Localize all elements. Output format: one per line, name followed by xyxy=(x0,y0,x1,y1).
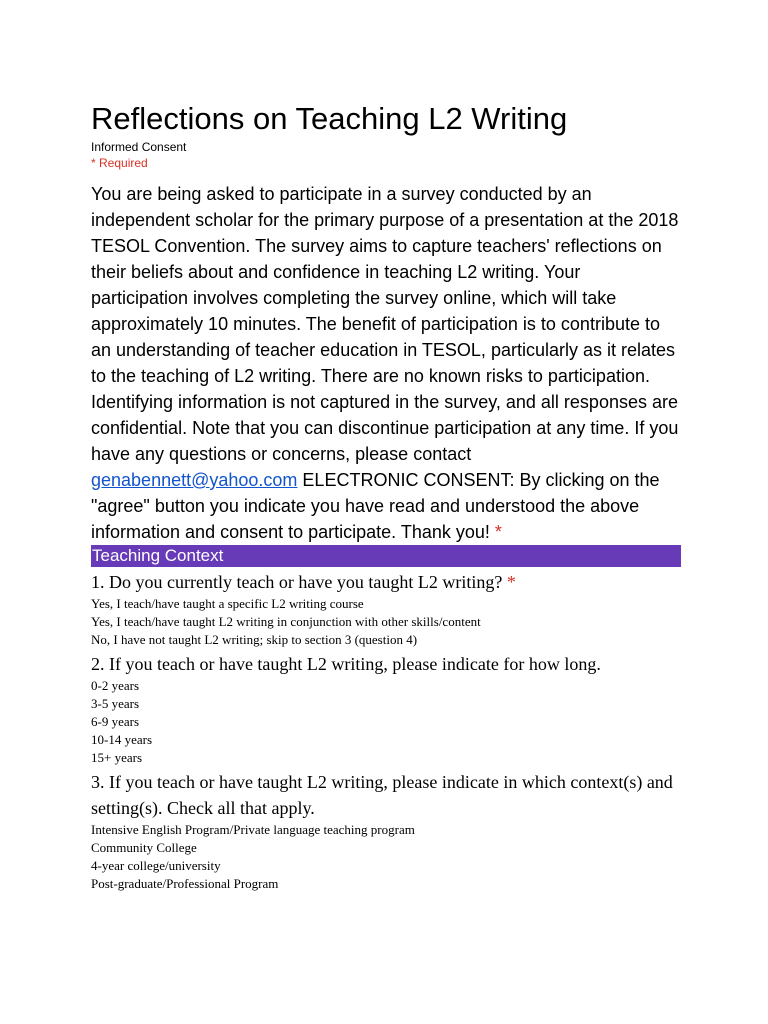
question-text: 1. Do you currently teach or have you taught L2 writing? xyxy=(91,572,507,592)
option-item[interactable]: 0-2 years xyxy=(91,678,140,693)
option-item[interactable]: 3-5 years xyxy=(91,696,140,711)
consent-text-after: ELECTRONIC CONSENT: By clicking on the "agree" button you indicate you have read and understood the above information and consent to participate. Thank you! xyxy=(91,470,660,542)
required-note: * Required xyxy=(91,156,148,170)
question-title xyxy=(91,769,681,821)
contact-email-link[interactable]: genabennett@yahoo.com xyxy=(91,470,298,490)
question-block xyxy=(91,769,681,893)
option-item[interactable]: 4-year college/university xyxy=(91,858,221,873)
form-subtitle: Informed Consent xyxy=(91,140,187,154)
option-item[interactable]: Post-graduate/Professional Program xyxy=(91,876,279,891)
option-item[interactable]: Intensive English Program/Private language teaching program xyxy=(91,822,415,837)
option-item[interactable]: 6-9 years xyxy=(91,714,140,729)
question-title xyxy=(91,569,681,595)
question-title xyxy=(91,651,681,677)
option-item[interactable]: 15+ years xyxy=(91,750,143,765)
question-block xyxy=(91,569,681,649)
option-list xyxy=(91,595,681,649)
question-text: 3. If you teach or have taught L2 writing, please indicate in which context(s) and setting(s). Check all that apply. xyxy=(91,772,673,818)
option-item[interactable]: Yes, I teach/have taught L2 writing in conjunction with other skills/content xyxy=(91,614,481,629)
required-star: * xyxy=(506,572,516,592)
form-title: Reflections on Teaching L2 Writing xyxy=(91,101,568,136)
question-block xyxy=(91,651,681,767)
question-text: 2. If you teach or have taught L2 writing, please indicate for how long. xyxy=(91,654,601,674)
option-list xyxy=(91,821,681,893)
option-item[interactable]: 10-14 years xyxy=(91,732,153,747)
form-content xyxy=(91,99,681,894)
required-star: * xyxy=(494,522,502,542)
section-header-teaching-context: Teaching Context xyxy=(91,545,681,567)
option-item[interactable]: Yes, I teach/have taught a specific L2 writing course xyxy=(91,596,364,611)
option-item[interactable]: No, I have not taught L2 writing; skip to section 3 (question 4) xyxy=(91,632,418,647)
consent-text-before: You are being asked to participate in a survey conducted by an independent scholar for the primary purpose of a presentation at the 2018 TESOL Convention. The survey aims to capture teachers' reflections on their beliefs about and confidence in teaching L2 writing. Your participation involves completing the survey online, which will take approximately 10 minutes. The benefit of participation is to contribute to an understanding of teacher education in TESOL, particularly as it relates to the teaching of L2 writing. There are no known risks to participation. Identifying information is not captured in the survey, and all responses are confidential. Note that you can discontinue participation at any time. If you have any questions or concerns, please contact xyxy=(91,184,679,464)
option-item[interactable]: Community College xyxy=(91,840,197,855)
option-list xyxy=(91,677,681,767)
consent-text xyxy=(91,181,681,545)
